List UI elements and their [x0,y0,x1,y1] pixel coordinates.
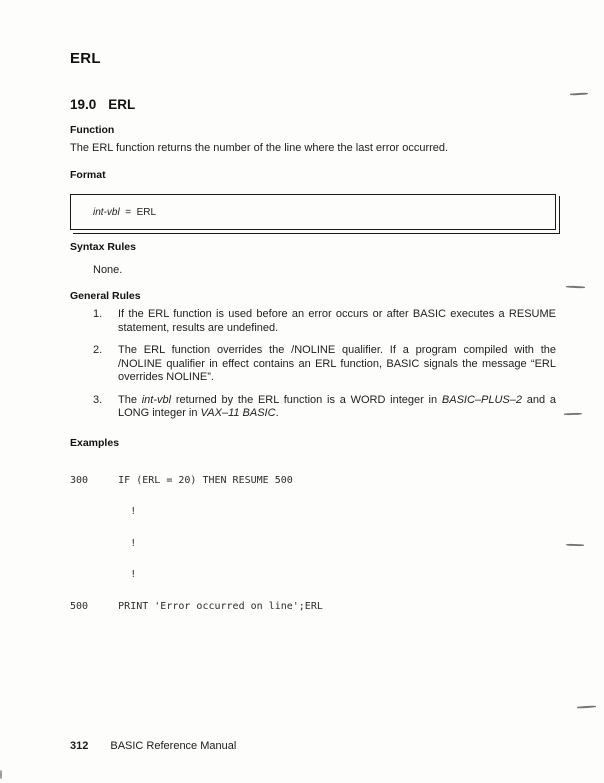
rule-number: 3. [93,393,103,406]
format-heading: Format [70,169,106,181]
function-body: The ERL function returns the number of the line where the last error occurred. [70,142,449,154]
syntax-rules-heading: Syntax Rules [70,241,136,253]
rule-item-2 [93,344,556,385]
scan-mark [577,706,596,709]
section-number: 19.0 [70,97,97,112]
general-rules-list [70,308,556,421]
rule-text-run: and a LONG integer in [118,393,556,419]
examples-heading: Examples [70,436,120,449]
rule-text: The ERL function overrides the /NOLINE qualifier. If a program compiled with the /NOLINE qualifier in effect contains an ERL function, BASIC signals the message “ERL overrides NOLINE”. [118,344,556,383]
section-title: ERL [108,97,136,112]
syntax-rules-body: None. [93,264,123,276]
page-footer [70,740,236,752]
rule-text-run: The [118,393,142,406]
rule-item-3 [93,394,556,421]
format-syntax-rest: = ERL [119,206,157,218]
rule-number: 2. [93,344,103,356]
format-syntax-variable: int-vbl [93,206,120,218]
format-syntax-box [70,194,556,230]
rule-text-run-italic: int-vbl [141,393,172,406]
code-line: 500 PRINT 'Error occurred on line';ERL [70,600,323,612]
example-code-block [70,455,556,634]
rule-text-run-italic: BASIC–PLUS–2 [441,393,522,406]
rule-text [118,394,556,421]
code-line: ! [70,569,137,580]
rule-text-run-italic: VAX–11 BASIC [200,407,276,419]
rule-text: If the ERL function is used before an error occurs or after BASIC executes a RESUME statement, results are undefined. [118,308,556,334]
section-heading [70,97,556,112]
page-number: 312 [70,740,89,752]
code-line: ! [70,537,137,549]
code-line: 300 IF (ERL = 20) THEN RESUME 500 [70,474,293,486]
manual-title: BASIC Reference Manual [110,740,237,752]
function-heading: Function [70,124,115,136]
rule-text-run: returned by the ERL function is a WORD integer in [171,393,442,406]
code-line: ! [70,506,137,517]
rule-item-1 [93,308,556,335]
rule-text-run: . [275,407,279,419]
page-header-keyword: ERL [70,50,101,67]
scan-mark [0,770,2,779]
rule-number: 1. [93,308,103,320]
general-rules-heading: General Rules [70,290,141,302]
